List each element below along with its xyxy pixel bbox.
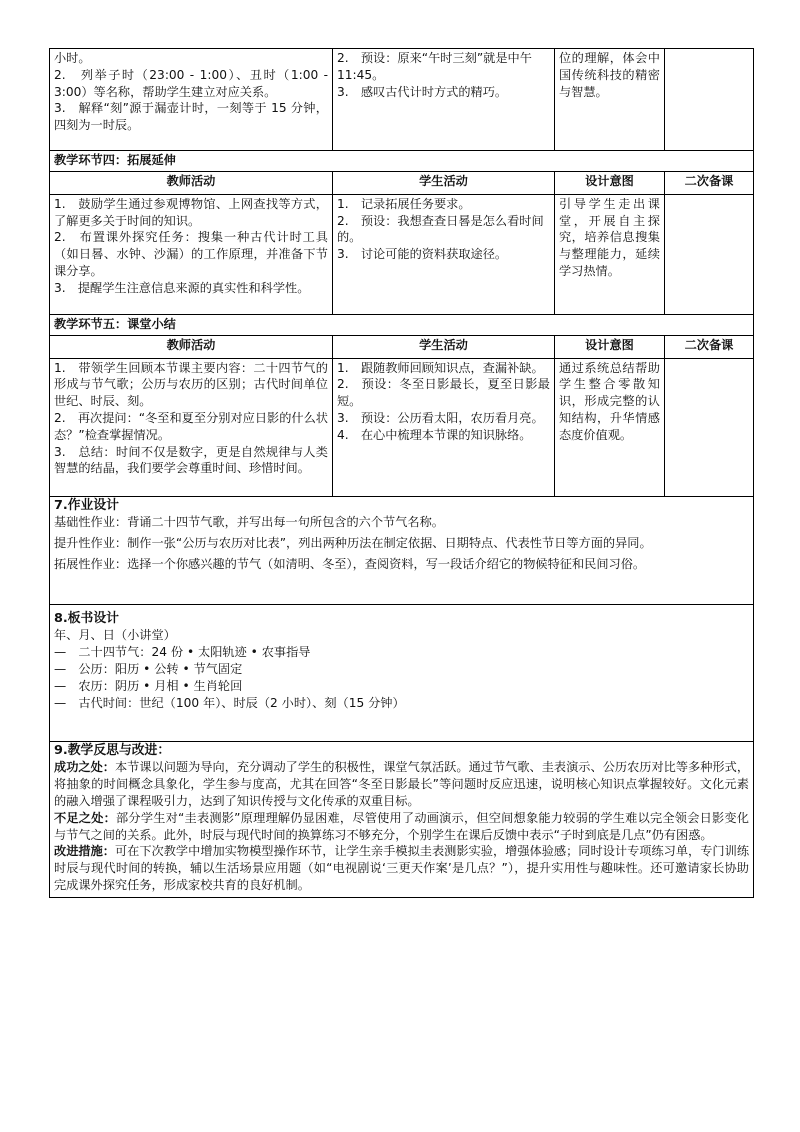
weakness-text: 部分学生对“圭表测影”原理理解仍显困难，尽管使用了动画演示，但空间想象能力较弱的学生难以完全领会日影变化与节气之间的关系。此外，时辰与现代时间的换算练习不够充分，个别学生在课后反馈中表示“子时到底是几点”仍有困惑。 (54, 810, 749, 842)
homework-item: 提升性作业：制作一张“公历与农历对比表”，列出两种历法在制定依据、日期特点、代表性节日等方面的异同。 (54, 536, 652, 551)
section3-continued-row (50, 49, 754, 151)
board-line: 年、月、日（小讲堂） (54, 628, 176, 643)
lesson-plan-table (49, 48, 754, 898)
reflection-cell (50, 741, 754, 897)
teacher-item: 1. 鼓励学生通过参观博物馆、上网查找等方式，了解更多关于时间的知识。 (54, 196, 328, 228)
improvement-text: 可在下次教学中增加实物模型操作环节，让学生亲手模拟圭表测影实验，增强体验感；同时设计专项练习单，专门训练时辰与现代时间的转换，辅以生活场景应用题（如“电视剧说‘三更天作案’是几点？”），提升实用性与趣味性。还可邀请家长协助完成课外探究任务，形成家校共育的良好机制。 (54, 844, 750, 892)
student-activity-cell (333, 194, 555, 314)
teacher-item: 2. 再次提问：“冬至和夏至分别对应日影的什么状态？”检查掌握情况。 (54, 410, 328, 442)
design-intent-cell (555, 194, 665, 314)
teacher-activity-cell (50, 358, 333, 496)
weakness-label: 不足之处： (54, 810, 117, 825)
board-line: — 二十四节气：24 份 • 太阳轨迹 • 农事指导 (54, 645, 311, 660)
header-design-intent: 设计意图 (555, 171, 665, 194)
student-item: 1. 记录拓展任务要求。 (337, 196, 471, 211)
section-title: 教学环节五：课堂小结 (50, 314, 754, 335)
design-intent-cell (555, 49, 665, 151)
success-label: 成功之处： (54, 760, 115, 775)
success-text: 本节课以问题为导向，充分调动了学生的积极性，课堂气氛活跃。通过节气歌、圭表演示、公历农历对比等多种形式，将抽象的时间概念具象化，学生参与度高，尤其在回答“冬至日影最长”等问题时反应迅速，说明核心知识点掌握较好。文化元素的融入增强了课程吸引力，达到了知识传授与文化传承的双重目标。 (54, 760, 750, 808)
board-design-cell (50, 604, 754, 741)
header-teacher-activity: 教师活动 (50, 171, 333, 194)
section4-title-row (50, 151, 754, 172)
section5-title-row (50, 314, 754, 335)
column-header-row (50, 335, 754, 358)
homework-title: 7.作业设计 (54, 497, 119, 513)
student-item: 2. 预设：原来“午时三刻”就是中午 11:45。 (337, 51, 532, 82)
section-title: 教学环节四：拓展延伸 (50, 151, 754, 172)
header-student-activity: 学生活动 (333, 171, 555, 194)
homework-cell (50, 496, 754, 604)
teacher-item: 2. 布置课外探究任务：搜集一种古代计时工具（如日晷、水钟、沙漏）的工作原理，并准备下节课分享。 (54, 230, 328, 278)
board-line: — 公历：阳历 • 公转 • 节气固定 (54, 661, 243, 676)
homework-row (50, 496, 754, 604)
board-design-title: 8.板书设计 (54, 610, 119, 626)
header-teacher-activity: 教师活动 (50, 335, 333, 358)
homework-item: 基础性作业：背诵二十四节气歌，并写出每一句所包含的六个节气名称。 (54, 515, 444, 530)
revision-notes-cell (665, 194, 754, 314)
lesson-plan-page (49, 48, 753, 898)
homework-item: 拓展性作业：选择一个你感兴趣的节气（如清明、冬至），查阅资料，写一段话介绍它的物候特征和民间习俗。 (54, 556, 646, 571)
teacher-item: 小时。 (54, 51, 91, 65)
student-activity-cell (333, 358, 555, 496)
design-intent-cell (555, 358, 665, 496)
teacher-activity-cell (50, 194, 333, 314)
design-intent-text: 通过系统总结帮助学生整合零散知识，形成完整的认知结构，升华情感态度价值观。 (559, 360, 660, 442)
reflection-title: 9.教学反思与改进： (54, 742, 171, 758)
student-item: 3. 感叹古代计时方式的精巧。 (337, 84, 508, 99)
design-intent-text: 引导学生走出课堂，开展自主探究，培养信息搜集与整理能力，延续学习热情。 (559, 196, 660, 278)
design-intent-text: 位的理解，体会中国传统科技的精密与智慧。 (559, 51, 660, 99)
header-design-intent: 设计意图 (555, 335, 665, 358)
board-line: — 古代时间：世纪（100 年）、时辰（2 小时）、刻（15 分钟） (54, 695, 405, 710)
board-line: — 农历：阴历 • 月相 • 生肖轮回 (54, 678, 243, 693)
section4-content-row (50, 194, 754, 314)
teacher-item: 3. 解释“刻”源于漏壶计时，一刻等于 15 分钟，四刻为一时辰。 (54, 101, 328, 133)
header-student-activity: 学生活动 (333, 335, 555, 358)
teacher-item: 3. 提醒学生注意信息来源的真实性和科学性。 (54, 280, 310, 295)
teacher-item: 1. 带领学生回顾本节课主要内容：二十四节气的形成与节气歌；公历与农历的区别；古代时间单位世纪、时辰、刻。 (54, 360, 328, 409)
teacher-activity-cell (50, 49, 333, 151)
student-activity-cell (333, 49, 555, 151)
board-design-row (50, 604, 754, 741)
reflection-row (50, 741, 754, 897)
student-item: 2. 预设：我想查查日晷是怎么看时间的。 (337, 213, 544, 245)
teacher-item: 3. 总结：时间不仅是数字，更是自然规律与人类智慧的结晶，我们要学会尊重时间、珍惜时间。 (54, 444, 328, 476)
section5-content-row (50, 358, 754, 496)
student-item: 2. 预设：冬至日影最长，夏至日影最短。 (337, 377, 550, 409)
student-item: 4. 在心中梳理本节课的知识脉络。 (337, 427, 532, 442)
student-item: 1. 跟随教师回顾知识点，查漏补缺。 (337, 360, 544, 375)
reflection-improvement (54, 843, 749, 893)
teacher-item: 2. 列举子时（23:00 - 1:00）、丑时（1:00 - 3:00）等名称，帮助学生建立对应关系。 (54, 67, 328, 99)
header-revision-notes: 二次备课 (665, 171, 754, 194)
student-item: 3. 预设：公历看太阳，农历看月亮。 (337, 410, 544, 425)
reflection-weakness (54, 810, 749, 844)
reflection-success (54, 759, 749, 809)
revision-notes-cell (665, 358, 754, 496)
student-item: 3. 讨论可能的资料获取途径。 (337, 247, 508, 262)
improvement-label: 改进措施： (54, 844, 115, 859)
header-revision-notes: 二次备课 (665, 335, 754, 358)
revision-notes-cell (665, 49, 754, 151)
column-header-row (50, 171, 754, 194)
